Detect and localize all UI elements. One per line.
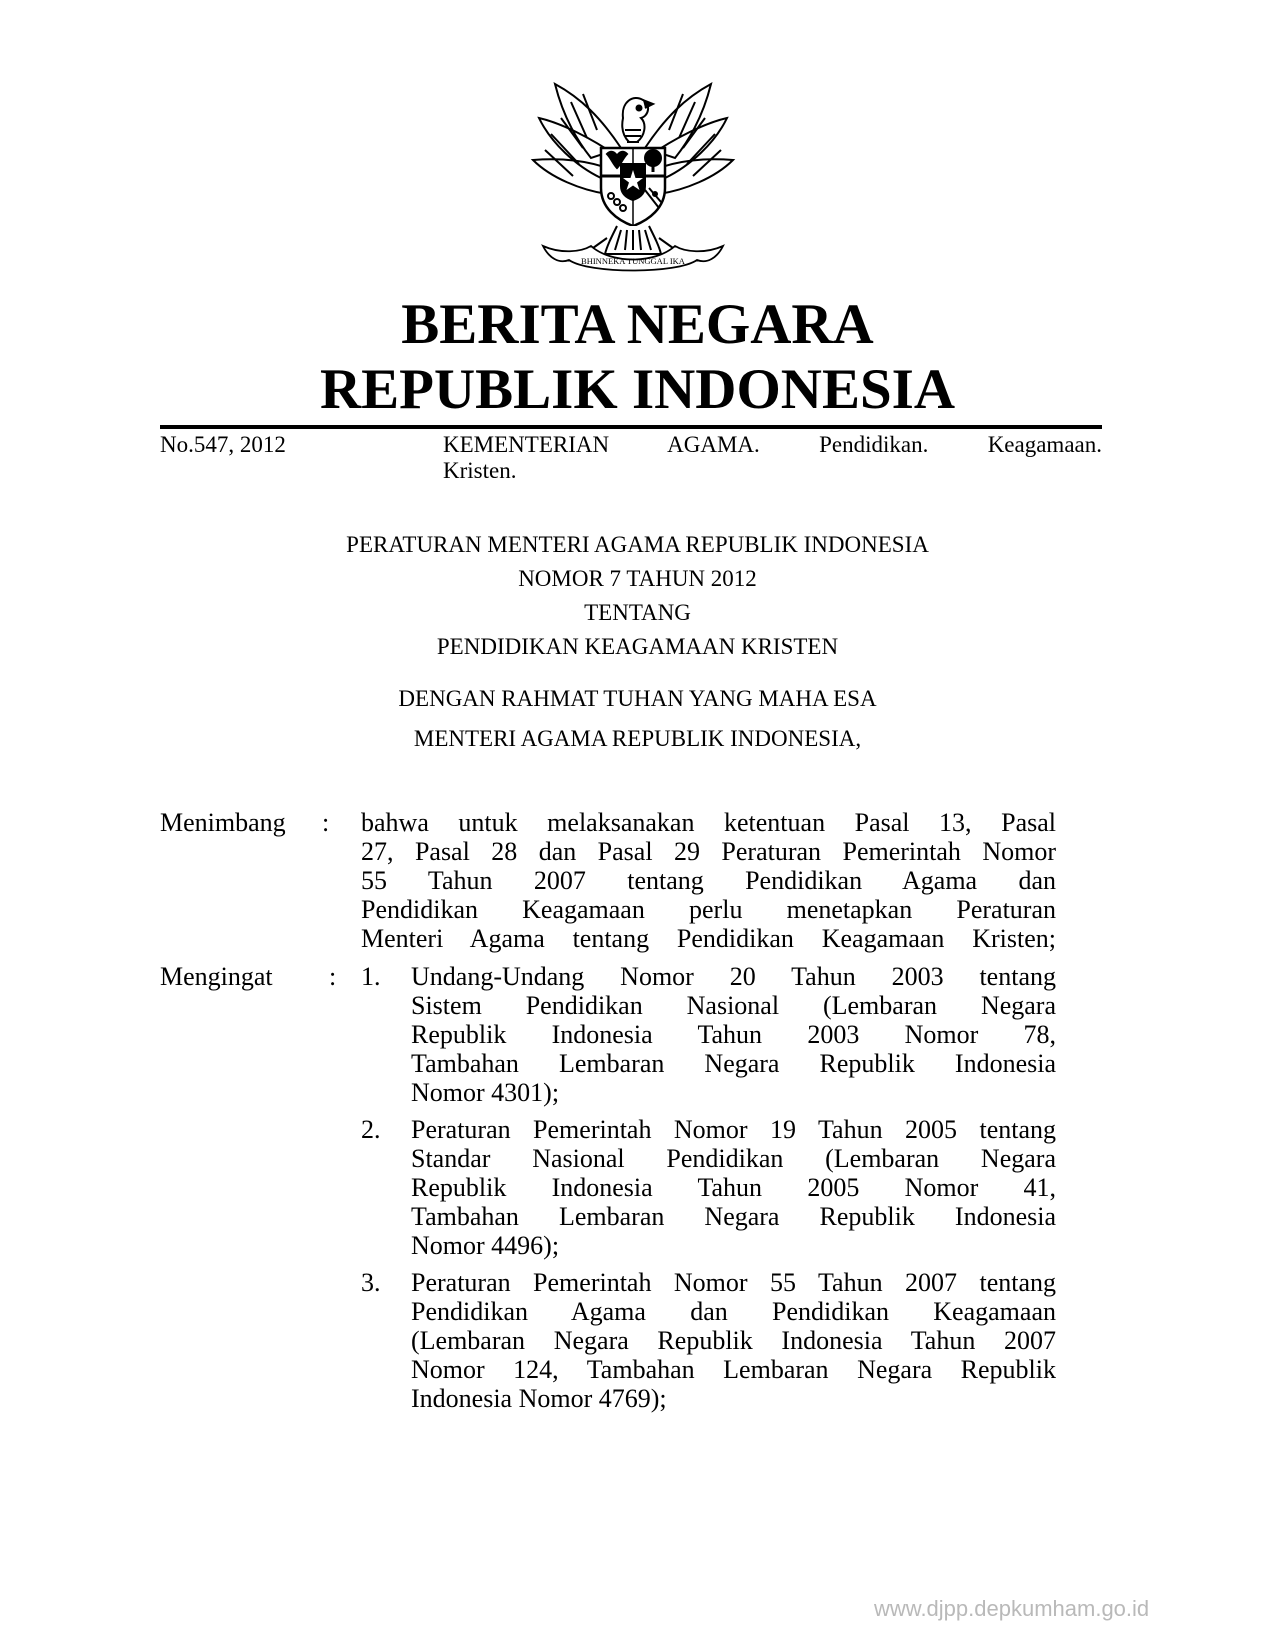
paragraph-line: Undang-Undang Nomor 20 Tahun 2003 tentang [411, 962, 1056, 991]
item-number: 3. [361, 1268, 381, 1297]
paragraph-line: Sistem Pendidikan Nasional (Lembaran Negara [411, 991, 1056, 1020]
paragraph-line: bahwa untuk melaksanakan ketentuan Pasal 13, Pasal [361, 808, 1056, 837]
paragraph-line: Nomor 4301); [411, 1078, 560, 1107]
paragraph-line: Nomor 124, Tambahan Lembaran Negara Republik [411, 1355, 1056, 1384]
gazette-subject-line-2: Kristen. [443, 458, 517, 483]
mengingat-item-2 [411, 1115, 1056, 1260]
item-number: 1. [361, 962, 381, 991]
item-number: 2. [361, 1115, 381, 1144]
regulation-number: NOMOR 7 TAHUN 2012 [518, 566, 757, 591]
mengingat-item-1 [411, 962, 1056, 1107]
paragraph-line: Peraturan Pemerintah Nomor 19 Tahun 2005 tentang [411, 1115, 1056, 1144]
paragraph-line: 55 Tahun 2007 tentang Pendidikan Agama dan [361, 866, 1056, 895]
paragraph-line: Peraturan Pemerintah Nomor 55 Tahun 2007 tentang [411, 1268, 1056, 1297]
emblem-motto: BHINNEKA TUNGGAL IKA [581, 256, 685, 266]
regulation-subject: PENDIDIKAN KEAGAMAAN KRISTEN [436, 634, 839, 659]
paragraph-line: Republik Indonesia Tahun 2003 Nomor 78, [411, 1020, 1056, 1049]
mengingat-item-3 [411, 1268, 1056, 1413]
masthead-line-1: BERITA NEGARA [401, 293, 874, 356]
menimbang-colon: : [322, 808, 330, 837]
paragraph-line: Standar Nasional Pendidikan (Lembaran Negara [411, 1144, 1056, 1173]
minister-heading: MENTERI AGAMA REPUBLIK INDONESIA, [413, 726, 862, 751]
garuda-emblem [521, 78, 745, 274]
paragraph-line: Indonesia Nomor 4769); [411, 1384, 667, 1413]
regulation-tentang: TENTANG [584, 600, 691, 625]
paragraph-line: Pendidikan Agama dan Pendidikan Keagamaan [411, 1297, 1056, 1326]
regulation-title: PERATURAN MENTERI AGAMA REPUBLIK INDONESIA [346, 532, 929, 557]
paragraph-line: Republik Indonesia Tahun 2005 Nomor 41, [411, 1173, 1056, 1202]
gazette-number: No.547, 2012 [160, 432, 286, 457]
paragraph-line: Pendidikan Keagamaan perlu menetapkan Peraturan [361, 895, 1056, 924]
source-watermark: www.djpp.depkumham.go.id [874, 1596, 1150, 1621]
paragraph-line: Nomor 4496); [411, 1231, 560, 1260]
menimbang-paragraph [361, 808, 1056, 953]
paragraph-line: (Lembaran Negara Republik Indonesia Tahun 2007 [411, 1326, 1056, 1355]
masthead-line-2: REPUBLIK INDONESIA [319, 358, 956, 421]
paragraph-line: Tambahan Lembaran Negara Republik Indonesia [411, 1049, 1056, 1078]
mengingat-colon: : [329, 962, 337, 991]
paragraph-line: Menteri Agama tentang Pendidikan Keagamaan Kristen; [361, 924, 1056, 953]
menimbang-label: Menimbang [160, 808, 286, 837]
paragraph-line: 27, Pasal 28 dan Pasal 29 Peraturan Pemerintah Nomor [361, 837, 1056, 866]
gazette-subject-line-1: KEMENTERIAN AGAMA. Pendidikan. Keagamaan. [443, 432, 1102, 457]
mengingat-label: Mengingat [160, 962, 273, 991]
paragraph-line: Tambahan Lembaran Negara Republik Indonesia [411, 1202, 1056, 1231]
header-rule [160, 425, 1102, 429]
invocation: DENGAN RAHMAT TUHAN YANG MAHA ESA [398, 686, 877, 711]
